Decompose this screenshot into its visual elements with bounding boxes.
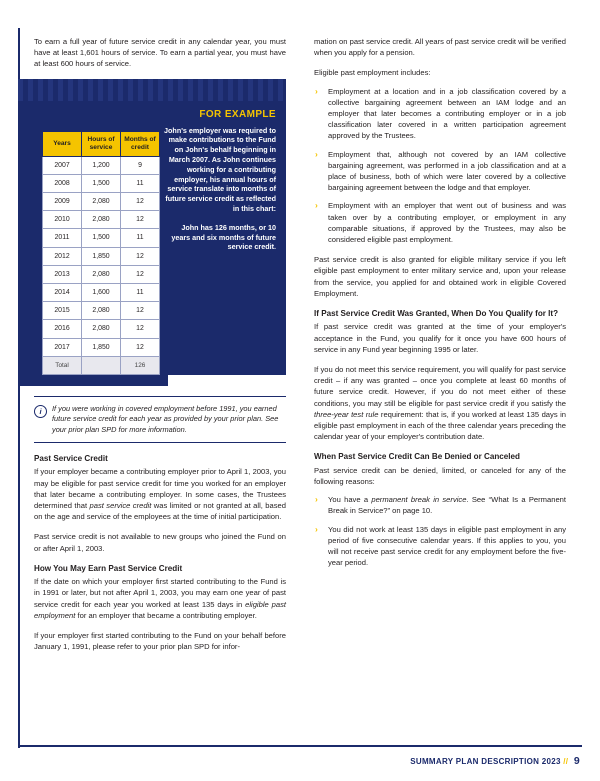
- cell-hours: 1,850: [82, 338, 121, 356]
- cell-year: 2016: [43, 320, 82, 338]
- intro-paragraph: To earn a full year of future service credit in any calendar year, you must have at least 1,601 hours of service. To earn a partial year, you must have at least 600 hours of service.: [34, 37, 286, 69]
- cell-year: 2009: [43, 193, 82, 211]
- psc-p1-italic: past service credit: [89, 501, 152, 511]
- for-example-paragraph-1: John's employer was required to make contributions to the Fund on John's behalf beginning in March 2007. As John continues working for a contributing employer, his annual hours of service translate into months of future service credit as reflected in this chart:: [164, 125, 276, 213]
- cell-hours: 2,080: [82, 211, 121, 229]
- cell-total-label: Total: [43, 356, 82, 374]
- cell-hours: 2,080: [82, 320, 121, 338]
- cell-hours: 1,200: [82, 156, 121, 174]
- list-item: [314, 86, 566, 142]
- cell-total-hours: [82, 356, 121, 374]
- table-row: [43, 193, 160, 211]
- heading-qualify-for-past-service-credit: If Past Service Credit Was Granted, When Do You Qualify for It?: [314, 309, 559, 319]
- cell-credit: 11: [121, 229, 160, 247]
- cell-year: 2008: [43, 174, 82, 192]
- future-service-credit-table: [42, 131, 160, 375]
- eligible-intro: Eligible past employment includes:: [314, 68, 431, 78]
- cell-credit: 12: [121, 302, 160, 320]
- chevron-right-icon: ›: [315, 523, 318, 534]
- footer-separator: //: [563, 757, 569, 766]
- info-callout-text: If you were working in covered employment before 1991, you earned future service credit for each year as provided by your prior plan. See your prior plan SPD for more information.: [52, 403, 279, 434]
- cell-credit: 12: [121, 193, 160, 211]
- table-header-row: [43, 131, 160, 156]
- info-callout: [34, 396, 286, 444]
- cell-credit: 11: [121, 284, 160, 302]
- denial-reasons-list: [314, 494, 566, 568]
- table-row: [43, 338, 160, 356]
- list-item-text: Employment at a location and in a job classification covered by a collective bargaining agreement between an IAM lodge and an employer that later becomes a contributing employer or in a job classification later covered in a written participation agreement approved by the Trustees.: [328, 86, 566, 141]
- cell-credit: 12: [121, 211, 160, 229]
- psc-p1-b: was limited or not granted at all, based on the age and service of the employees at the time of initial participation.: [34, 501, 286, 522]
- qualify-p2-a: If you do not meet this service requirement, you will qualify for past service credit – if any was granted – once you complete at least 60 months of future service credit. However, if you do not meet either of these conditions, you may still be eligible for past service credit if you satisfy the: [314, 364, 566, 408]
- column-header-hours-of-service: Hours of service: [82, 131, 121, 156]
- cell-credit: 9: [121, 156, 160, 174]
- heading-past-service-credit: Past Service Credit: [34, 454, 108, 464]
- cell-year: 2014: [43, 284, 82, 302]
- column-header-years: Years: [43, 131, 82, 156]
- cell-hours: 1,850: [82, 247, 121, 265]
- table-total-row: [43, 356, 160, 374]
- for-example-tail: [18, 375, 168, 386]
- left-column: [34, 36, 286, 661]
- list-item-text-italic: permanent break in service: [371, 495, 467, 505]
- cell-year: 2007: [43, 156, 82, 174]
- cell-hours: 1,500: [82, 229, 121, 247]
- table-row: [43, 174, 160, 192]
- cell-year: 2013: [43, 265, 82, 283]
- how-earn-p1-a: If the date on which your employer first started contributing to the Fund is in 1991 or later, but not after April 1, 2003, you may earn one year of past service credit for each year you worked at least 135 days in: [34, 577, 286, 609]
- table-row: [43, 156, 160, 174]
- cell-credit: 12: [121, 338, 160, 356]
- list-item: [314, 200, 566, 245]
- past-service-credit-paragraph-1: [34, 466, 286, 522]
- for-example-title: FOR EXAMPLE: [199, 108, 276, 120]
- heading-how-you-may-earn-past-service-credit: How You May Earn Past Service Credit: [34, 563, 183, 573]
- cell-hours: 2,080: [82, 302, 121, 320]
- table-row: [43, 302, 160, 320]
- qualify-p2-b: requirement: that is, if you worked at least 135 days in eligible past employment in each of the three calendar years preceding the calendar year of your employer's contribution date.: [314, 409, 566, 442]
- cell-year: 2015: [43, 302, 82, 320]
- for-example-box: [18, 79, 286, 386]
- how-earn-p1-italic: eligible past employment: [34, 599, 286, 620]
- table-row: [43, 320, 160, 338]
- how-earn-p1-b: for an employer that became a contributing employer.: [75, 610, 257, 620]
- cell-credit: 12: [121, 265, 160, 283]
- chevron-right-icon: ›: [315, 200, 318, 211]
- page-number: 9: [573, 755, 580, 767]
- cell-year: 2012: [43, 247, 82, 265]
- chevron-right-icon: ›: [315, 148, 318, 159]
- cell-total-credit: 126: [121, 356, 160, 374]
- chevron-right-icon: ›: [315, 494, 318, 505]
- list-item: [314, 494, 566, 516]
- cell-hours: 1,500: [82, 174, 121, 192]
- for-example-stripe-band: [18, 79, 286, 101]
- footer-title: SUMMARY PLAN DESCRIPTION 2023: [410, 757, 561, 766]
- cell-credit: 12: [121, 320, 160, 338]
- cell-credit: 12: [121, 247, 160, 265]
- right-column: [314, 36, 566, 577]
- qualify-p2-italic: three-year test rule: [314, 409, 379, 419]
- past-service-credit-paragraph-2: Past service credit is not available to new groups who joined the Fund on or after April 1, 2003.: [34, 532, 286, 553]
- how-earn-paragraph-1: [34, 576, 286, 621]
- list-item: [314, 524, 566, 569]
- cell-hours: 2,080: [82, 265, 121, 283]
- for-example-paragraph-2: John has 126 months, or 10 years and six months of future service credit.: [171, 222, 276, 252]
- cell-year: 2017: [43, 338, 82, 356]
- cell-hours: 2,080: [82, 193, 121, 211]
- table-row: [43, 284, 160, 302]
- list-item-text: Employment with an employer that went out of business and was taken over by a contributing employer, or employment in any comparable situations, if approved by the Trustees, may also be considered eligible past employment.: [328, 201, 566, 245]
- eligible-past-employment-list: [314, 86, 566, 246]
- qualify-paragraph-2: [314, 364, 566, 442]
- denied-intro: Past service credit can be denied, limited, or canceled for any of the following reasons:: [314, 465, 566, 486]
- table-row: [43, 211, 160, 229]
- cell-year: 2010: [43, 211, 82, 229]
- psc-p1-a: If your employer became a contributing employer prior to April 1, 2003, you may be eligible for past service credit for time you worked for an employer that later became a contributing employer. In some cases, the Trustees determined that: [34, 467, 286, 511]
- list-item-text: You did not work at least 135 days in eligible past employment in any period of five consecutive calendar years. If this applies to you, you will not receive past service credit for any employment before the five-year period.: [328, 524, 566, 568]
- table-row: [43, 247, 160, 265]
- table-row: [43, 229, 160, 247]
- table-row: [43, 265, 160, 283]
- list-item-text: Employment that, although not covered by an IAM collective bargaining agreement, was performed in a job classification and at a place of business, both of which were later covered by a collective bargaining agreement between the lodge and that employer.: [328, 149, 566, 193]
- list-item-text-a: You have a: [328, 495, 372, 505]
- footer: [410, 755, 580, 767]
- heading-when-past-service-credit-denied: When Past Service Credit Can Be Denied or Canceled: [314, 452, 521, 462]
- military-service-paragraph: Past service credit is also granted for eligible military service if you left eligible past employment to enter military service and, upon your release from the service, you applied for and obtained work in eligible Covered Employment.: [314, 255, 566, 298]
- continuation-paragraph: mation on past service credit. All years of past service credit will be verified when you apply for a pension.: [314, 37, 566, 58]
- cell-credit: 11: [121, 174, 160, 192]
- how-earn-paragraph-2: If your employer first started contributing to the Fund on your behalf before January 1, 1991, please refer to your prior plan SPD for infor-: [34, 630, 286, 652]
- list-item: [314, 149, 566, 194]
- qualify-paragraph-1: If past service credit was granted at the time of your employer's acceptance in the Fund, you qualify for it once you have 600 hours of service in any Fund year beginning 1995 or later.: [314, 322, 566, 354]
- chevron-right-icon: ›: [315, 85, 318, 96]
- cell-year: 2011: [43, 229, 82, 247]
- list-item-text-b: . See “What Is a Permanent Break in Service?” on page 10.: [328, 495, 566, 516]
- column-header-months-of-credit: Months of credit: [121, 131, 160, 156]
- info-icon: i: [34, 405, 47, 418]
- footer-rule: [18, 745, 582, 747]
- cell-hours: 1,600: [82, 284, 121, 302]
- for-example-text: [162, 126, 276, 253]
